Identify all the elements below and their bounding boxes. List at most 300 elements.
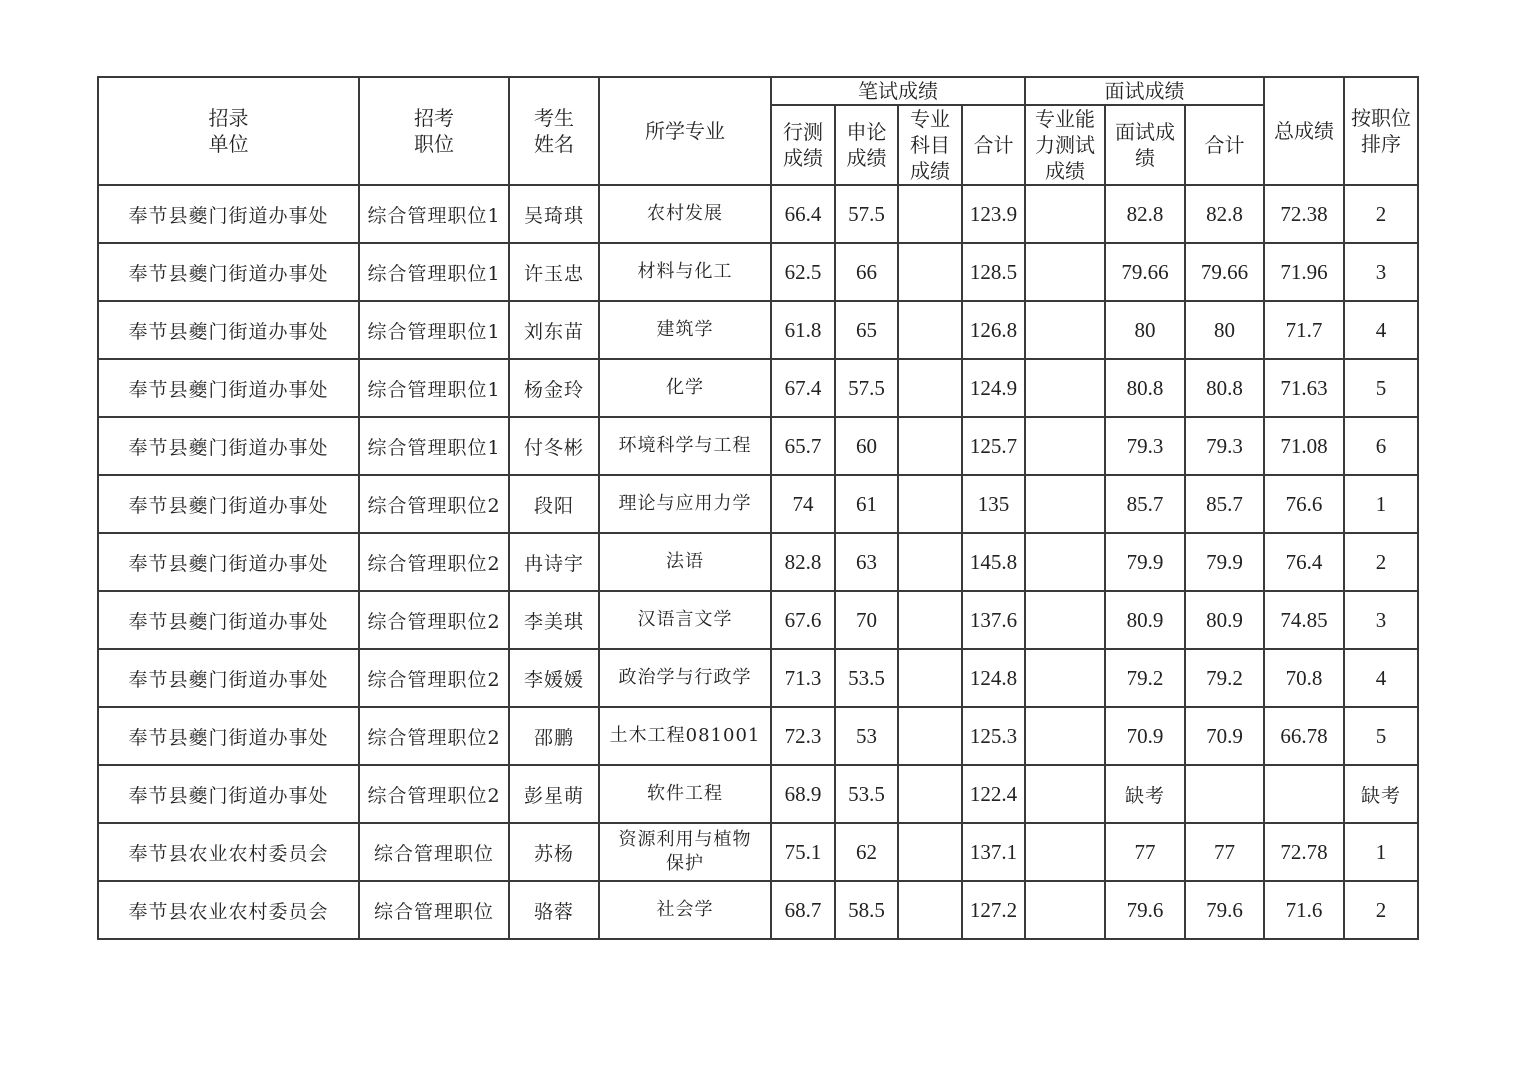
- cell-position-text: 综合管理职位2: [367, 668, 501, 691]
- cell-interview-score: [1105, 881, 1185, 939]
- table-row: [98, 591, 1418, 649]
- cell-written-xingce-text: 61.8: [784, 317, 822, 342]
- cell-interview-total: [1185, 475, 1264, 533]
- cell-unit: [98, 243, 359, 301]
- cell-position: [359, 243, 509, 301]
- cell-written-shenlun-text: 60: [856, 433, 877, 458]
- cell-written-total-text: 125.3: [969, 723, 1018, 748]
- cell-position-text: 综合管理职位1: [367, 204, 501, 227]
- cell-unit: [98, 881, 359, 939]
- cell-written-xingce: [771, 301, 835, 359]
- cell-interview-ability: [1025, 417, 1105, 475]
- cell-name-text: 许玉忠: [523, 262, 584, 285]
- table-row: [98, 417, 1418, 475]
- cell-written-xingce-text: 82.8: [784, 549, 822, 574]
- cell-name: [509, 823, 599, 881]
- cell-written-total: [962, 185, 1025, 243]
- cell-interview-total: [1185, 359, 1264, 417]
- cell-name-text: 骆蓉: [533, 900, 574, 923]
- cell-written-total-text: 123.9: [969, 201, 1018, 226]
- cell-rank-text: 4: [1375, 317, 1387, 342]
- cell-rank-text: 3: [1375, 607, 1387, 632]
- cell-interview-score-text: 70.9: [1126, 723, 1164, 748]
- cell-written-xingce: [771, 243, 835, 301]
- cell-rank-text: 1: [1375, 491, 1387, 516]
- cell-written-xingce: [771, 707, 835, 765]
- cell-major-text: 汉语言文学: [637, 609, 733, 630]
- cell-interview-total: [1185, 417, 1264, 475]
- cell-written-shenlun: [835, 417, 898, 475]
- cell-rank-text: 3: [1375, 259, 1387, 284]
- header-written-total: 合计: [962, 105, 1025, 185]
- cell-written-shenlun: [835, 359, 898, 417]
- cell-rank-text: 2: [1375, 549, 1387, 574]
- cell-total-score: [1264, 649, 1344, 707]
- cell-written-shenlun: [835, 765, 898, 823]
- cell-written-total: [962, 417, 1025, 475]
- cell-interview-ability: [1025, 533, 1105, 591]
- cell-interview-score-text: 80.9: [1126, 607, 1164, 632]
- cell-written-special: [898, 765, 962, 823]
- cell-position: [359, 649, 509, 707]
- table-row: [98, 301, 1418, 359]
- cell-interview-ability: [1025, 301, 1105, 359]
- cell-written-special: [898, 707, 962, 765]
- cell-interview-total-text: 79.66: [1200, 259, 1249, 284]
- cell-interview-score-text: 77: [1134, 839, 1156, 864]
- cell-total-score-text: 71.96: [1280, 259, 1328, 284]
- cell-interview-score-text: 缺考: [1124, 784, 1165, 807]
- cell-written-xingce: [771, 475, 835, 533]
- cell-written-special: [898, 301, 962, 359]
- cell-name: [509, 707, 599, 765]
- cell-position: [359, 475, 509, 533]
- cell-interview-total: [1185, 823, 1264, 881]
- cell-name-text: 李美琪: [523, 610, 584, 633]
- cell-name-text: 彭星萌: [523, 784, 584, 807]
- cell-name: [509, 359, 599, 417]
- cell-written-shenlun-text: 70: [856, 607, 877, 632]
- header-major: 所学专业: [599, 77, 771, 185]
- cell-name: [509, 301, 599, 359]
- cell-written-total: [962, 301, 1025, 359]
- cell-unit: [98, 185, 359, 243]
- cell-interview-total-text: 79.6: [1206, 897, 1243, 922]
- cell-interview-score-text: 80.8: [1126, 375, 1164, 400]
- cell-major: [599, 649, 771, 707]
- cell-written-special: [898, 591, 962, 649]
- cell-written-shenlun-text: 53.5: [848, 665, 885, 690]
- cell-name: [509, 649, 599, 707]
- cell-interview-ability: [1025, 881, 1105, 939]
- cell-interview-score-text: 80: [1134, 317, 1156, 342]
- cell-interview-total-text: 80.8: [1206, 375, 1243, 400]
- cell-written-shenlun-text: 53: [856, 723, 877, 748]
- cell-major: [599, 185, 771, 243]
- cell-total-score: [1264, 475, 1344, 533]
- cell-major: [599, 359, 771, 417]
- cell-written-total: [962, 707, 1025, 765]
- cell-interview-score: [1105, 417, 1185, 475]
- cell-interview-score: [1105, 359, 1185, 417]
- cell-position: [359, 765, 509, 823]
- cell-written-shenlun-text: 57.5: [848, 201, 885, 226]
- header-written-xingce: 行测 成绩: [771, 105, 835, 185]
- cell-rank: [1344, 881, 1418, 939]
- cell-unit-text: 奉节县农业农村委员会: [128, 842, 329, 865]
- cell-written-special: [898, 475, 962, 533]
- cell-interview-ability: [1025, 359, 1105, 417]
- cell-written-shenlun-text: 65: [856, 317, 877, 342]
- cell-unit: [98, 591, 359, 649]
- cell-name-text: 苏杨: [533, 842, 574, 865]
- cell-name: [509, 475, 599, 533]
- cell-name-text: 付冬彬: [523, 436, 584, 459]
- cell-written-shenlun: [835, 475, 898, 533]
- cell-position-text: 综合管理职位2: [367, 726, 501, 749]
- cell-interview-score-text: 79.66: [1121, 259, 1169, 284]
- cell-rank: [1344, 823, 1418, 881]
- cell-written-xingce-text: 74: [792, 491, 814, 516]
- cell-interview-score-text: 85.7: [1126, 491, 1164, 516]
- score-table: [97, 76, 1419, 940]
- cell-interview-total-text: 85.7: [1206, 491, 1243, 516]
- cell-interview-total-text: 70.9: [1206, 723, 1243, 748]
- cell-interview-score-text: 79.3: [1126, 433, 1164, 458]
- header-interview-group: 面试成绩: [1025, 77, 1264, 105]
- cell-interview-total: [1185, 301, 1264, 359]
- cell-rank: [1344, 417, 1418, 475]
- cell-position-text: 综合管理职位1: [367, 378, 501, 401]
- cell-written-total: [962, 243, 1025, 301]
- cell-total-score-text: 71.08: [1280, 433, 1328, 458]
- header-interview-total: 合计: [1185, 105, 1264, 185]
- cell-unit-text: 奉节县夔门街道办事处: [128, 610, 329, 633]
- cell-written-total: [962, 359, 1025, 417]
- cell-written-total: [962, 533, 1025, 591]
- cell-major: [599, 533, 771, 591]
- cell-total-score: [1264, 185, 1344, 243]
- cell-interview-score: [1105, 185, 1185, 243]
- cell-written-shenlun: [835, 301, 898, 359]
- cell-interview-total: [1185, 185, 1264, 243]
- cell-written-xingce: [771, 185, 835, 243]
- cell-total-score: [1264, 881, 1344, 939]
- cell-written-xingce-text: 75.1: [784, 839, 822, 864]
- cell-total-score: [1264, 823, 1344, 881]
- cell-written-total: [962, 475, 1025, 533]
- cell-unit-text: 奉节县夔门街道办事处: [128, 784, 329, 807]
- cell-written-xingce: [771, 591, 835, 649]
- cell-written-shenlun: [835, 823, 898, 881]
- cell-unit-text: 奉节县农业农村委员会: [128, 900, 329, 923]
- cell-rank-text: 6: [1375, 433, 1387, 458]
- cell-interview-score: [1105, 301, 1185, 359]
- cell-written-xingce-text: 72.3: [784, 723, 822, 748]
- cell-written-special: [898, 359, 962, 417]
- cell-total-score-text: 70.8: [1285, 665, 1323, 690]
- cell-rank-text: 1: [1375, 839, 1387, 864]
- cell-written-shenlun: [835, 243, 898, 301]
- cell-unit: [98, 475, 359, 533]
- cell-interview-total-text: 79.3: [1206, 433, 1243, 458]
- cell-written-shenlun-text: 63: [856, 549, 877, 574]
- cell-position: [359, 185, 509, 243]
- cell-written-total: [962, 823, 1025, 881]
- cell-rank: [1344, 765, 1418, 823]
- table-row: [98, 823, 1418, 881]
- cell-written-shenlun: [835, 591, 898, 649]
- cell-unit-text: 奉节县夔门街道办事处: [128, 320, 329, 343]
- cell-major: [599, 475, 771, 533]
- cell-major: [599, 823, 771, 881]
- cell-written-xingce: [771, 881, 835, 939]
- cell-unit-text: 奉节县夔门街道办事处: [128, 726, 329, 749]
- cell-total-score-text: 76.6: [1285, 491, 1323, 516]
- cell-name: [509, 243, 599, 301]
- cell-name: [509, 185, 599, 243]
- cell-position: [359, 359, 509, 417]
- cell-total-score-text: 76.4: [1285, 549, 1323, 574]
- cell-major-text: 理论与应用力学: [618, 493, 752, 514]
- header-written-group: 笔试成绩: [771, 77, 1025, 105]
- cell-major-text: 材料与化工: [637, 261, 733, 282]
- cell-interview-ability: [1025, 185, 1105, 243]
- cell-written-total-text: 124.8: [969, 665, 1018, 690]
- cell-rank: [1344, 591, 1418, 649]
- cell-written-special: [898, 243, 962, 301]
- cell-interview-total-text: 77: [1214, 839, 1235, 864]
- cell-total-score: [1264, 301, 1344, 359]
- header-written-shenlun: 申论 成绩: [835, 105, 898, 185]
- cell-major: [599, 765, 771, 823]
- cell-written-total-text: 122.4: [969, 781, 1018, 806]
- header-interview-score: 面试成 绩: [1105, 105, 1185, 185]
- cell-major: [599, 707, 771, 765]
- table-row: [98, 475, 1418, 533]
- cell-interview-total-text: 82.8: [1206, 201, 1243, 226]
- cell-major-text: 建筑学: [656, 319, 714, 340]
- cell-interview-ability: [1025, 707, 1105, 765]
- cell-interview-total-text: 79.2: [1206, 665, 1243, 690]
- cell-interview-score-text: 79.6: [1126, 897, 1164, 922]
- cell-position: [359, 823, 509, 881]
- cell-name-text: 邵鹏: [533, 726, 574, 749]
- cell-written-special: [898, 649, 962, 707]
- cell-written-special: [898, 881, 962, 939]
- cell-position-text: 综合管理职位1: [367, 262, 501, 285]
- cell-rank-text: 2: [1375, 201, 1387, 226]
- cell-interview-score: [1105, 823, 1185, 881]
- table-row: [98, 185, 1418, 243]
- cell-written-total: [962, 881, 1025, 939]
- header-position: 招考 职位: [359, 77, 509, 185]
- cell-rank-text: 5: [1375, 375, 1387, 400]
- cell-total-score-text: 71.7: [1285, 317, 1323, 342]
- cell-interview-score: [1105, 243, 1185, 301]
- cell-total-score: [1264, 359, 1344, 417]
- cell-position: [359, 533, 509, 591]
- cell-interview-ability: [1025, 649, 1105, 707]
- table-row: [98, 881, 1418, 939]
- cell-major: [599, 301, 771, 359]
- cell-major-text: 环境科学与工程: [618, 435, 752, 456]
- cell-interview-score: [1105, 649, 1185, 707]
- cell-rank-text: 5: [1375, 723, 1387, 748]
- cell-name: [509, 765, 599, 823]
- cell-rank-text: 4: [1375, 665, 1387, 690]
- cell-written-xingce-text: 66.4: [784, 201, 822, 226]
- cell-written-shenlun-text: 61: [856, 491, 877, 516]
- cell-written-total: [962, 765, 1025, 823]
- cell-written-xingce-text: 67.6: [784, 607, 822, 632]
- cell-position: [359, 301, 509, 359]
- cell-position-text: 综合管理职位: [373, 842, 494, 865]
- cell-total-score: [1264, 533, 1344, 591]
- cell-written-total: [962, 591, 1025, 649]
- cell-total-score-text: 66.78: [1280, 723, 1328, 748]
- header-name: 考生 姓名: [509, 77, 599, 185]
- score-table-body: [98, 185, 1418, 939]
- cell-written-special: [898, 533, 962, 591]
- cell-position-text: 综合管理职位2: [367, 552, 501, 575]
- cell-written-shenlun-text: 58.5: [848, 897, 885, 922]
- cell-interview-score: [1105, 707, 1185, 765]
- cell-written-xingce-text: 71.3: [784, 665, 822, 690]
- cell-total-score-text: 71.6: [1285, 897, 1323, 922]
- cell-name: [509, 881, 599, 939]
- cell-total-score: [1264, 765, 1344, 823]
- cell-interview-total: [1185, 765, 1264, 823]
- cell-name-text: 吴琦琪: [523, 204, 584, 227]
- cell-position-text: 综合管理职位: [373, 900, 494, 923]
- table-row: [98, 765, 1418, 823]
- cell-written-shenlun-text: 66: [856, 259, 877, 284]
- cell-written-shenlun: [835, 533, 898, 591]
- header-unit: 招录 单位: [98, 77, 359, 185]
- cell-position-text: 综合管理职位2: [367, 494, 501, 517]
- cell-written-shenlun: [835, 707, 898, 765]
- cell-name-text: 李媛媛: [523, 668, 584, 691]
- header-interview-ability: 专业能 力测试 成绩: [1025, 105, 1105, 185]
- cell-position-text: 综合管理职位2: [367, 784, 501, 807]
- cell-written-total-text: 125.7: [969, 433, 1018, 458]
- cell-position-text: 综合管理职位2: [367, 610, 501, 633]
- cell-unit-text: 奉节县夔门街道办事处: [128, 378, 329, 401]
- cell-major: [599, 591, 771, 649]
- table-row: [98, 243, 1418, 301]
- cell-major: [599, 417, 771, 475]
- cell-rank: [1344, 359, 1418, 417]
- cell-interview-score: [1105, 591, 1185, 649]
- cell-unit-text: 奉节县夔门街道办事处: [128, 262, 329, 285]
- cell-interview-score: [1105, 765, 1185, 823]
- cell-written-shenlun: [835, 649, 898, 707]
- cell-total-score-text: 74.85: [1280, 607, 1328, 632]
- cell-interview-total: [1185, 591, 1264, 649]
- cell-position: [359, 417, 509, 475]
- cell-written-xingce-text: 68.9: [784, 781, 822, 806]
- cell-rank: [1344, 243, 1418, 301]
- cell-unit: [98, 359, 359, 417]
- cell-written-xingce: [771, 417, 835, 475]
- cell-written-total-text: 126.8: [969, 317, 1018, 342]
- cell-written-xingce-text: 65.7: [784, 433, 822, 458]
- cell-interview-score-text: 79.2: [1126, 665, 1164, 690]
- cell-written-total-text: 137.6: [969, 607, 1018, 632]
- cell-written-total-text: 137.1: [969, 839, 1018, 864]
- cell-interview-total: [1185, 881, 1264, 939]
- cell-major-text: 社会学: [656, 899, 714, 920]
- cell-unit: [98, 533, 359, 591]
- header-total: 总成绩: [1264, 77, 1344, 185]
- cell-interview-score-text: 82.8: [1126, 201, 1164, 226]
- cell-unit-text: 奉节县夔门街道办事处: [128, 494, 329, 517]
- cell-written-shenlun: [835, 881, 898, 939]
- cell-position-text: 综合管理职位1: [367, 320, 501, 343]
- cell-written-xingce: [771, 765, 835, 823]
- cell-written-special: [898, 823, 962, 881]
- cell-name: [509, 591, 599, 649]
- cell-written-special: [898, 185, 962, 243]
- cell-total-score-text: 71.63: [1280, 375, 1328, 400]
- cell-written-total-text: 127.2: [969, 897, 1018, 922]
- cell-unit: [98, 707, 359, 765]
- cell-rank: [1344, 301, 1418, 359]
- cell-written-shenlun-text: 62: [856, 839, 877, 864]
- cell-major: [599, 243, 771, 301]
- cell-total-score: [1264, 707, 1344, 765]
- cell-written-xingce: [771, 823, 835, 881]
- cell-major-text: 法语: [666, 551, 704, 572]
- cell-rank: [1344, 533, 1418, 591]
- cell-interview-ability: [1025, 591, 1105, 649]
- cell-major-text: 软件工程: [647, 783, 723, 804]
- cell-major-text: 化学: [666, 377, 704, 398]
- cell-rank-text: 缺考: [1360, 784, 1401, 807]
- cell-name: [509, 417, 599, 475]
- cell-interview-ability: [1025, 823, 1105, 881]
- cell-total-score-text: 72.78: [1280, 839, 1328, 864]
- cell-interview-total: [1185, 243, 1264, 301]
- cell-unit-text: 奉节县夔门街道办事处: [128, 552, 329, 575]
- cell-rank: [1344, 649, 1418, 707]
- cell-written-special: [898, 417, 962, 475]
- cell-interview-ability: [1025, 475, 1105, 533]
- cell-unit: [98, 649, 359, 707]
- cell-major: [599, 881, 771, 939]
- cell-rank: [1344, 707, 1418, 765]
- cell-total-score: [1264, 591, 1344, 649]
- cell-written-xingce: [771, 649, 835, 707]
- cell-written-xingce: [771, 359, 835, 417]
- cell-written-total-text: 124.9: [969, 375, 1018, 400]
- cell-written-shenlun-text: 57.5: [848, 375, 885, 400]
- cell-rank-text: 2: [1375, 897, 1387, 922]
- cell-interview-total: [1185, 707, 1264, 765]
- cell-unit: [98, 417, 359, 475]
- cell-interview-total-text: 79.9: [1206, 549, 1243, 574]
- cell-written-xingce: [771, 533, 835, 591]
- header-written-special: 专业 科目 成绩: [898, 105, 962, 185]
- cell-major-text: 政治学与行政学: [618, 667, 752, 688]
- table-row: [98, 359, 1418, 417]
- cell-interview-score: [1105, 475, 1185, 533]
- cell-written-xingce-text: 68.7: [784, 897, 822, 922]
- cell-interview-total: [1185, 649, 1264, 707]
- cell-written-xingce-text: 62.5: [784, 259, 822, 284]
- cell-position: [359, 881, 509, 939]
